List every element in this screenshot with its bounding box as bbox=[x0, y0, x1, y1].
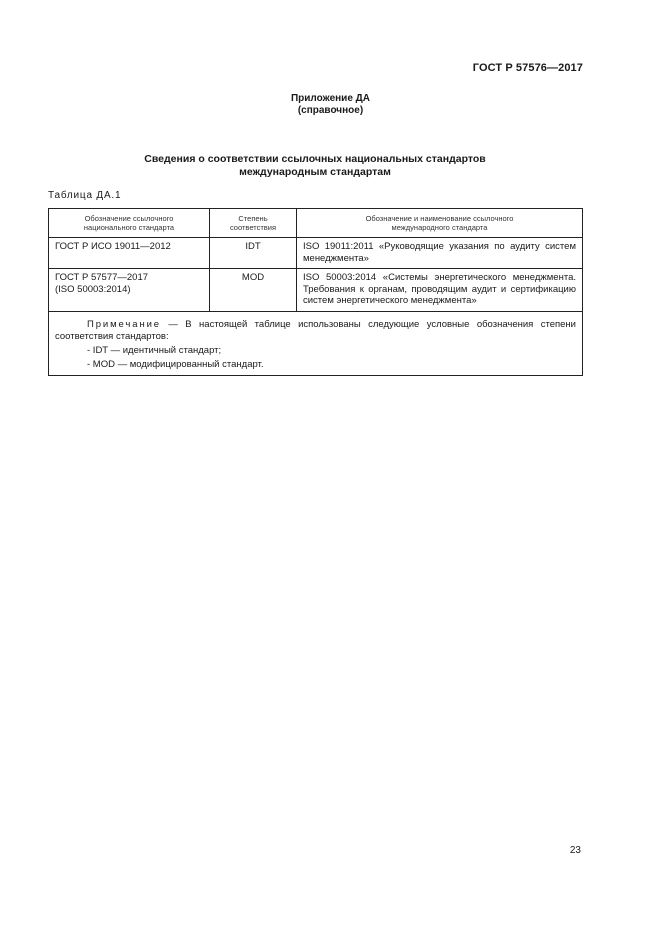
header-degree: Степень соответствия bbox=[210, 209, 297, 238]
header-national-standard: Обозначение ссылочного национального стандарта bbox=[49, 209, 210, 238]
note-item-idt: - IDT — идентичный стандарт; bbox=[87, 344, 222, 356]
table-note bbox=[49, 311, 583, 375]
header-international-standard: Обозначение и наименование ссылочного международного стандарта bbox=[297, 209, 583, 238]
cell-national-standard: ГОСТ Р 57577—2017 (ISO 50003:2014) bbox=[49, 269, 210, 312]
standard-code: ГОСТ Р 57576—2017 bbox=[472, 62, 583, 74]
annex-subtitle: (справочное) bbox=[297, 105, 364, 116]
note-label: Примечание bbox=[87, 318, 161, 330]
section-title-line1: Сведения о соответствии ссылочных национальных стандартов bbox=[144, 153, 486, 165]
note-text: — В настоящей таблице использованы следующие условные обозначения степени соответствия стандартов: bbox=[55, 318, 576, 342]
section-title bbox=[0, 153, 630, 179]
section-title-line2: международным стандартам bbox=[239, 166, 391, 178]
cell-international-standard: ISO 19011:2011 «Руководящие указания по аудиту систем менеджмента» bbox=[297, 238, 583, 269]
annex-heading bbox=[0, 93, 661, 117]
correspondence-table bbox=[48, 208, 583, 376]
annex-title: Приложение ДА bbox=[290, 93, 371, 104]
cell-degree: MOD bbox=[210, 269, 297, 312]
table-row bbox=[49, 269, 583, 312]
table-row bbox=[49, 238, 583, 269]
table-header-row bbox=[49, 209, 583, 238]
cell-degree: IDT bbox=[210, 238, 297, 269]
cell-national-standard: ГОСТ Р ИСО 19011—2012 bbox=[49, 238, 210, 269]
cell-international-standard: ISO 50003:2014 «Системы энергетического менеджмента. Требования к органам, проводящим аудит и сертификацию систем энергетического менеджмента» bbox=[297, 269, 583, 312]
page-number: 23 bbox=[569, 845, 581, 856]
table-caption: Таблица ДА.1 bbox=[48, 190, 122, 201]
table-note-row bbox=[49, 311, 583, 375]
note-item-mod: - MOD — модифицированный стандарт. bbox=[87, 358, 264, 370]
